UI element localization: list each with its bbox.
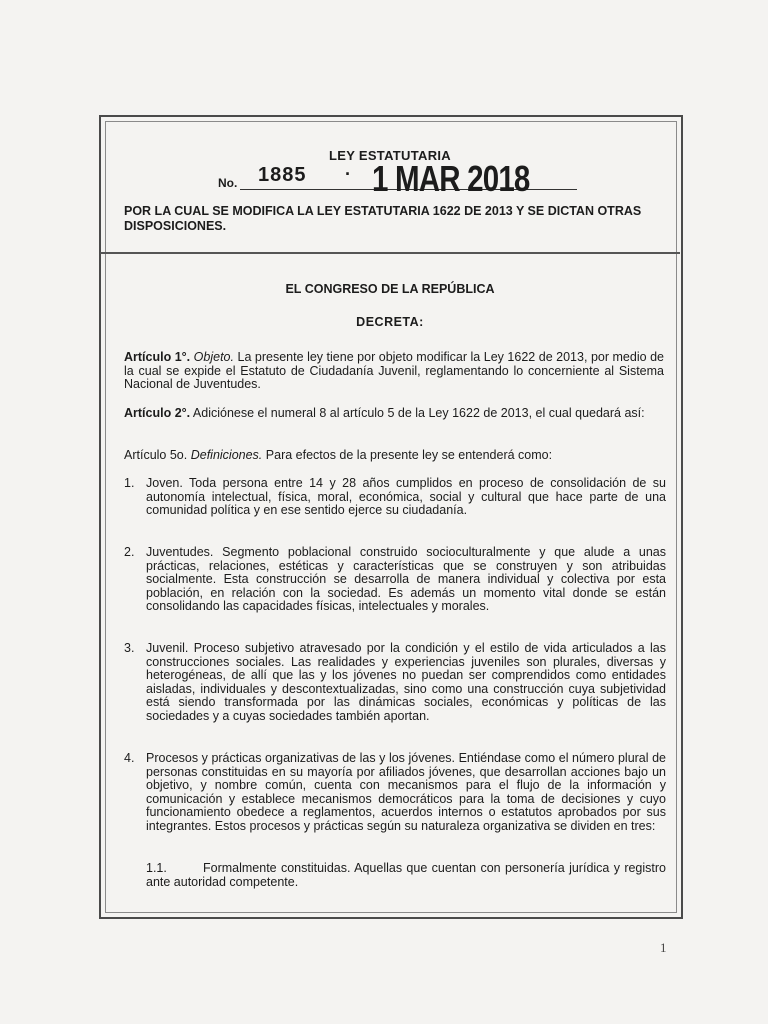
definition-item [124,546,666,614]
definition-text: Juventudes. Segmento poblacional construido socioculturalmente y que alude a unas prácticas, relaciones, estéticas y características que se construyen y son atribuidas socialmente. Esta construcción se desarrolla de manera individual y colectiva por esta población, en relación con la sociedad. Es además un momento vital donde se están consolidando las capacidades físicas, intelectuales y morales. [146,545,666,614]
law-number-separator: · [345,164,351,184]
definition-text: Procesos y prácticas organizativas de las y los jóvenes. Entiéndase como el número plural de personas constituidas en su mayoría por afiliados jóvenes, que desarrollan acciones bajo un objetivo, y nombre común, cuenta con mecanismos para el flujo de la información y comunicación y establece mecanismos democráticos para la toma de decisiones y cuyo funcionamiento obedece a reglamentos, acuerdos internos o estatutos aprobados por sus integrantes. Estos procesos y prácticas según su naturaleza organizativa se dividen en tres: [146,751,666,833]
law-subtitle: POR LA CUAL SE MODIFICA LA LEY ESTATUTARIA 1622 DE 2013 Y SE DICTAN OTRAS DISPOSICIONES. [124,204,642,233]
article-5-label: Artículo 5o. [124,448,188,462]
article-1-text: La presente ley tiene por objeto modificar la Ley 1622 de 2013, por medio de la cual se expide el Estatuto de Ciudadanía Juvenil, reglamentando lo concerniente al Sistema Nacional de Juventudes. [124,350,664,392]
sub-definition-item [146,862,666,889]
law-date-stamp: 1 MAR 2018 [372,158,530,199]
article-5-heading: Definiciones. [190,448,263,462]
definition-item [124,477,666,518]
definition-text: Joven. Toda persona entre 14 y 28 años cumplidos en proceso de consolidación de su autonomía intelectual, física, moral, económica, social y cultural que hace parte de una comunidad política y en ese sentido ejerce su ciudadanía. [146,476,666,518]
article-2 [124,407,664,421]
header-divider [100,252,680,254]
sub-definition-number: 1.1. [146,861,167,875]
law-number-label: No. [218,176,238,190]
article-2-label: Artículo 2°. [124,406,191,420]
definition-item [124,642,666,724]
definition-number: 1. [124,476,135,490]
law-type-title: LEY ESTATUTARIA [329,148,451,163]
definition-number: 2. [124,545,135,559]
page-number: 1 [660,940,667,955]
issuer-heading: EL CONGRESO DE LA REPÚBLICA [285,282,495,296]
article-1 [124,351,664,392]
law-number: 1885 [258,164,307,186]
definition-text: Juvenil. Proceso subjetivo atravesado por la condición y el estilo de vida articulados a las construcciones sociales. Las realidades y experiencias juveniles son plurales, diversas y heterogéneas, de allí que las y los jóvenes no puedan ser comprendidos como entidades aisladas, individuales y descontextualizadas, sino como una construcción cuya subjetividad está siendo transformada por las dinámicas sociales, económicas y políticas de las sociedades y a cuyas sociedades también aportan. [146,641,666,723]
sub-definition-text: Formalmente constituidas. Aquellas que cuentan con personería jurídica y registro ante autoridad competente. [146,861,666,889]
decree-heading: DECRETA: [356,315,424,329]
article-1-label: Artículo 1°. [124,350,191,364]
article-1-heading: Objeto. [193,350,234,364]
definition-number: 4. [124,751,135,765]
definition-number: 3. [124,641,135,655]
article-5-text: Para efectos de la presente ley se entenderá como: [265,448,553,462]
article-2-text: Adiciónese el numeral 8 al artículo 5 de la Ley 1622 de 2013, el cual quedará así: [192,406,645,420]
definition-item [124,752,666,834]
article-5 [124,449,664,463]
